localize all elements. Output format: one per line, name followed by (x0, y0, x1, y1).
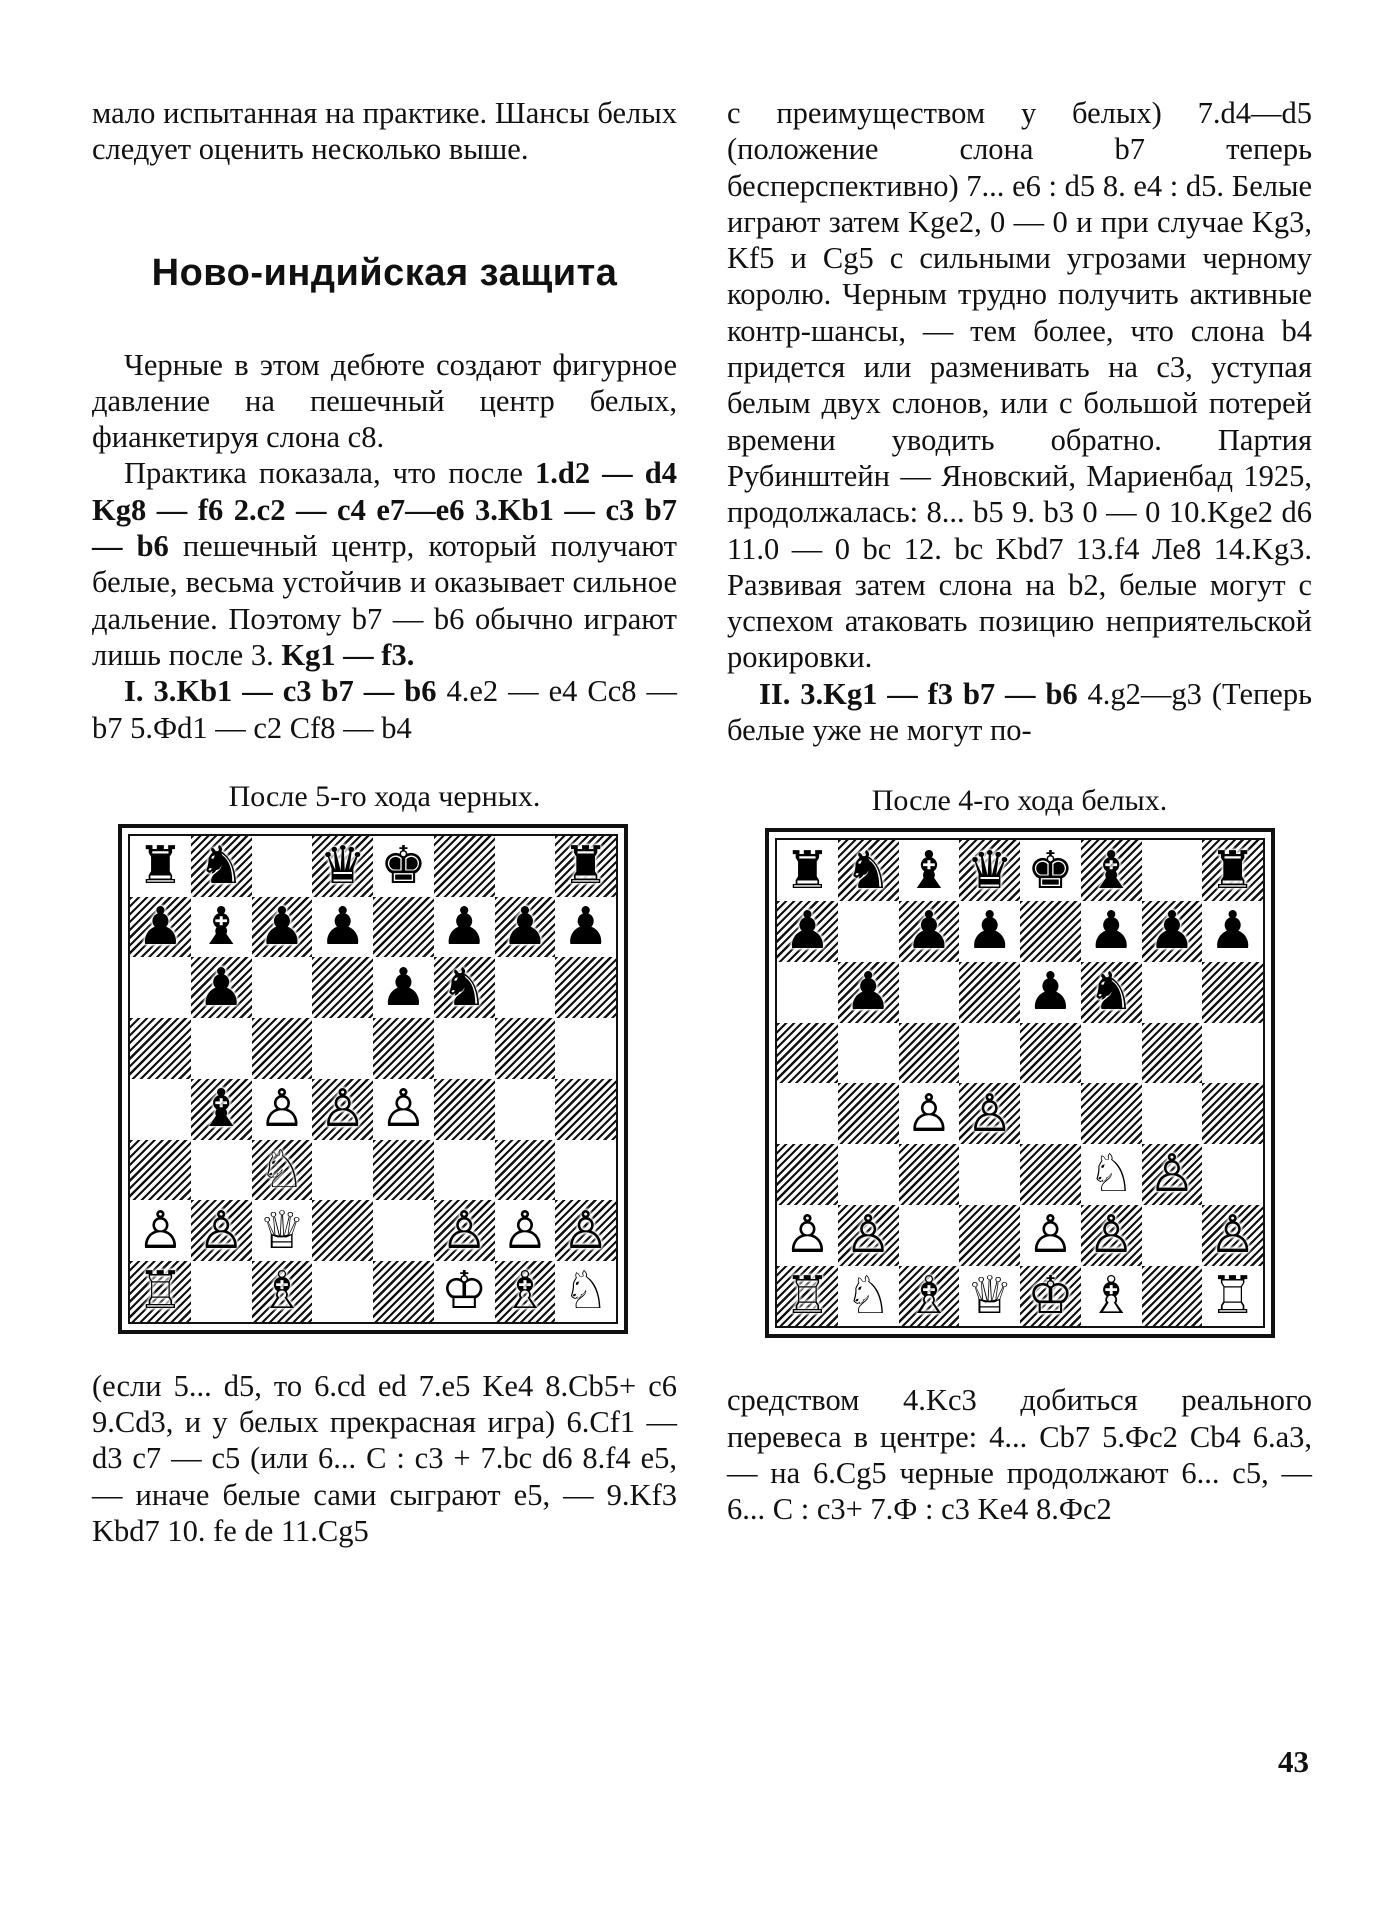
white-pawn-icon: ♙ (258, 1079, 306, 1140)
black-bishop-icon: ♝ (905, 840, 953, 901)
white-knight-icon: ♘ (1087, 1144, 1135, 1205)
board-square (252, 1079, 313, 1140)
board-square (312, 1140, 373, 1201)
black-queen-icon: ♛ (319, 836, 366, 897)
board-square (1202, 1144, 1263, 1205)
board-square (373, 1018, 434, 1079)
board-square (373, 897, 434, 958)
black-pawn-icon: ♟ (1087, 901, 1135, 962)
board-square (959, 962, 1020, 1023)
black-pawn-icon: ♟ (319, 896, 366, 957)
board-square (312, 1261, 373, 1322)
white-pawn-icon: ♙ (844, 1205, 892, 1266)
black-knight-icon: ♞ (1087, 962, 1135, 1023)
board-square (1081, 1023, 1142, 1084)
board-square (434, 957, 495, 1018)
board-square (1142, 1266, 1203, 1327)
board-square (777, 901, 838, 962)
board-square (191, 1261, 252, 1322)
black-king-icon: ♚ (1027, 840, 1074, 901)
board-square (130, 1079, 191, 1140)
board-square (130, 1140, 191, 1201)
board-square (1142, 1083, 1203, 1144)
board-square (959, 1083, 1020, 1144)
white-king-icon: ♔ (440, 1261, 488, 1322)
white-king-icon: ♔ (1027, 1265, 1074, 1326)
board-square (1020, 1205, 1081, 1266)
diagram-caption-2: После 4-го хода белых. (871, 784, 1168, 818)
board-square (252, 836, 313, 897)
white-bishop-icon: ♗ (501, 1261, 549, 1322)
white-pawn-icon: ♙ (562, 1200, 609, 1261)
white-pawn-icon: ♙ (137, 1200, 184, 1261)
white-pawn-icon: ♙ (197, 1200, 245, 1261)
board-square (312, 1200, 373, 1261)
board-square (130, 1200, 191, 1261)
white-pawn-icon: ♙ (440, 1200, 488, 1261)
board-square (1081, 901, 1142, 962)
board-square (555, 1261, 616, 1322)
board-square (191, 957, 252, 1018)
board-square (1020, 901, 1081, 962)
black-pawn-icon: ♟ (440, 896, 488, 957)
board-square (312, 957, 373, 1018)
board-square (191, 1018, 252, 1079)
white-queen-icon: ♕ (966, 1265, 1013, 1326)
left-column (92, 95, 677, 1549)
board-square (838, 1083, 899, 1144)
diagram-caption-1: После 5-го хода черных. (228, 779, 541, 813)
right-paragraph-1: с преимуществом у белых) 7.d4—d5 (положение слона b7 теперь бесперспективно) 7... e6 : d5 8. e4 : d5. Белые играют затем Kge2, 0 — 0 и при случае Kg3, Kf5 и Cg5 с сильными угрозами черному королю. Черным трудно получить активные контр-шансы, — тем более, что слона b4 придется или разменивать на c3, уступая белым двух слонов, или с большой потерей времени уводить обратно. Партия Рубинштейн — Яновский, Мариенбад 1925, продолжалась: 8... b5 9. b3 0 — 0 10.Kge2 d6 11.0 — 0 bc 12. bc Kbd7 13.f4 Ле8 14.Kg3. Развивая затем слона на b2, белые могут с успехом атаковать позицию неприятельской рокировки. (727, 96, 1312, 675)
board-square (434, 1079, 495, 1140)
board-square (373, 836, 434, 897)
board-square (555, 1200, 616, 1261)
board-square (555, 1018, 616, 1079)
board-square (838, 1023, 899, 1084)
board-square (1081, 1083, 1142, 1144)
board-square (777, 1023, 838, 1084)
board-square (1020, 962, 1081, 1023)
board-square (1142, 1023, 1203, 1084)
board-square (312, 1018, 373, 1079)
board-square (1202, 1083, 1263, 1144)
white-pawn-icon: ♙ (1148, 1144, 1196, 1205)
chess-diagram-2 (765, 828, 1275, 1338)
board-square (1142, 962, 1203, 1023)
board-square (434, 1200, 495, 1261)
board-square (959, 840, 1020, 901)
black-knight-icon: ♞ (440, 957, 488, 1018)
board-square (495, 1018, 556, 1079)
page-number: 43 (1278, 1744, 1309, 1779)
white-pawn-icon: ♙ (1027, 1205, 1074, 1266)
black-bishop-icon: ♝ (197, 1079, 245, 1140)
board-square (777, 1205, 838, 1266)
board-square (1202, 840, 1263, 901)
board-square (1142, 1144, 1203, 1205)
board-square (1202, 1205, 1263, 1266)
black-bishop-icon: ♝ (197, 896, 245, 957)
board-square (777, 840, 838, 901)
board-square (838, 962, 899, 1023)
white-knight-icon: ♘ (844, 1265, 892, 1326)
board-square (495, 1140, 556, 1201)
board-square (838, 840, 899, 901)
board-square (495, 1079, 556, 1140)
board-square (373, 1261, 434, 1322)
board-square (777, 962, 838, 1023)
board-square (495, 957, 556, 1018)
board-square (434, 1140, 495, 1201)
black-pawn-icon: ♟ (258, 896, 306, 957)
board-square (191, 1200, 252, 1261)
white-pawn-icon: ♙ (905, 1083, 953, 1144)
white-pawn-icon: ♙ (966, 1083, 1013, 1144)
chess-diagram-1 (118, 824, 628, 1334)
black-pawn-icon: ♟ (197, 957, 245, 1018)
board-square (434, 897, 495, 958)
black-king-icon: ♚ (380, 836, 427, 897)
black-queen-icon: ♛ (966, 840, 1013, 901)
board-square (555, 897, 616, 958)
board-square (252, 1140, 313, 1201)
board-square (130, 1018, 191, 1079)
board-square (1202, 1023, 1263, 1084)
board-square (373, 1140, 434, 1201)
board-square (555, 1079, 616, 1140)
board-square (495, 1261, 556, 1322)
white-pawn-icon: ♙ (319, 1079, 366, 1140)
section-heading: Ново-индийская защита (151, 251, 618, 294)
board-square (1020, 1083, 1081, 1144)
board-square (1081, 1266, 1142, 1327)
board-square (373, 957, 434, 1018)
board-square (899, 1266, 960, 1327)
white-rook-icon: ♖ (1209, 1265, 1256, 1326)
black-pawn-icon: ♟ (380, 957, 427, 1018)
black-pawn-icon: ♟ (784, 901, 831, 962)
board-square (130, 897, 191, 958)
white-rook-icon: ♖ (137, 1261, 184, 1322)
board-square (959, 901, 1020, 962)
board-square (777, 1083, 838, 1144)
black-pawn-icon: ♟ (1209, 901, 1256, 962)
board-square (495, 897, 556, 958)
board-square (959, 1266, 1020, 1327)
board-square (191, 1140, 252, 1201)
black-pawn-icon: ♟ (905, 901, 953, 962)
board-square (1142, 840, 1203, 901)
board-square (373, 1079, 434, 1140)
board-square (434, 836, 495, 897)
board-square (899, 840, 960, 901)
board-square (252, 1261, 313, 1322)
board-square (1142, 1205, 1203, 1266)
black-pawn-icon: ♟ (844, 962, 892, 1023)
white-pawn-icon: ♙ (784, 1205, 831, 1266)
black-pawn-icon: ♟ (1148, 901, 1196, 962)
white-bishop-icon: ♗ (1087, 1265, 1135, 1326)
board-square (899, 962, 960, 1023)
board-square (252, 957, 313, 1018)
board-square (252, 897, 313, 958)
board-square (434, 1261, 495, 1322)
board-square (312, 836, 373, 897)
intro-paragraph: мало испытанная на практике. Шансы белых следует оценить несколько выше. (92, 96, 677, 167)
board-square (555, 1140, 616, 1201)
black-rook-icon: ♜ (784, 840, 831, 901)
white-pawn-icon: ♙ (1087, 1205, 1135, 1266)
paragraph-after-diagram-1: (если 5... d5, то 6.cd ed 7.e5 Ke4 8.Cb5+ c6 9.Cd3, и у белых прекрасная игра) 6.Cf1 — d3 c7 — c5 (или 6... C : c3 + 7.bc d6 8.f4 e5, — иначе белые сами сыграют e5, — 9.Kf3 Kbd7 10. fe de 11.Cg5 (92, 1368, 677, 1549)
black-pawn-icon: ♟ (562, 896, 609, 957)
board-square (959, 1144, 1020, 1205)
board-square (1020, 1144, 1081, 1205)
white-knight-icon: ♘ (258, 1139, 306, 1200)
board-square (312, 897, 373, 958)
black-pawn-icon: ♟ (966, 901, 1013, 962)
board-square (1020, 1266, 1081, 1327)
black-pawn-icon: ♟ (501, 896, 549, 957)
black-pawn-icon: ♟ (137, 896, 184, 957)
board-square (899, 1083, 960, 1144)
paragraph-1: Черные в этом дебюте создают фигурное давление на пешечный центр белых, фианкетируя слона с8. (92, 347, 677, 455)
board-square (1081, 1144, 1142, 1205)
board-square (191, 836, 252, 897)
board-square (959, 1205, 1020, 1266)
board-square (252, 1200, 313, 1261)
board-square (1202, 1266, 1263, 1327)
white-bishop-icon: ♗ (905, 1265, 953, 1326)
paragraph-after-diagram-2: средством 4.Kc3 добиться реального перевеса в центре: 4... Cb7 5.Фc2 Cb4 6.a3, — на 6.Cg5 черные продолжают 6... c5, — 6... C : c3+ 7.Ф : c3 Ke4 8.Фc2 (727, 1383, 1312, 1527)
board-square (1142, 901, 1203, 962)
paragraph-2: Практика показала, что после 1.d2 — d4 Kg8 — f6 2.c2 — c4 e7—e6 3.Kb1 — c3 b7 — b6 пешечный центр, который получают белые, весьма устойчив и оказывает сильное дальение. Поэтому b7 — b6 обычно играют лишь после 3. Kg1 — f3. (92, 456, 677, 672)
black-knight-icon: ♞ (197, 836, 245, 897)
board-square (191, 1079, 252, 1140)
board-square (777, 1266, 838, 1327)
board-square (1081, 962, 1142, 1023)
black-rook-icon: ♜ (562, 836, 609, 897)
board-square (495, 836, 556, 897)
board-square (555, 957, 616, 1018)
white-bishop-icon: ♗ (258, 1261, 306, 1322)
black-rook-icon: ♜ (137, 836, 184, 897)
white-rook-icon: ♖ (784, 1265, 831, 1326)
board-square (899, 1205, 960, 1266)
black-pawn-icon: ♟ (1027, 962, 1074, 1023)
board-square (959, 1023, 1020, 1084)
board-square (130, 836, 191, 897)
white-pawn-icon: ♙ (501, 1200, 549, 1261)
right-column (727, 95, 1312, 1528)
white-pawn-icon: ♙ (380, 1079, 427, 1140)
board-square (130, 957, 191, 1018)
board-square (1081, 840, 1142, 901)
paragraph-3: I. 3.Kb1 — c3 b7 — b6 4.e2 — e4 Cc8 — b7 5.Фd1 — c2 Cf8 — b4 (92, 674, 677, 745)
board-square (373, 1200, 434, 1261)
board-square (130, 1261, 191, 1322)
board-square (191, 897, 252, 958)
board-square (312, 1079, 373, 1140)
board-square (838, 1266, 899, 1327)
board-square (838, 901, 899, 962)
white-knight-icon: ♘ (562, 1261, 609, 1322)
board-square (252, 1018, 313, 1079)
board-square (1020, 840, 1081, 901)
board-square (1202, 962, 1263, 1023)
board-square (495, 1200, 556, 1261)
board-square (838, 1205, 899, 1266)
right-paragraph-2: II. 3.Kg1 — f3 b7 — b6 4.g2—g3 (Теперь белые уже не могут по- (727, 676, 1312, 748)
board-square (1020, 1023, 1081, 1084)
black-knight-icon: ♞ (844, 840, 892, 901)
board-square (555, 836, 616, 897)
board-square (899, 901, 960, 962)
board-square (434, 1018, 495, 1079)
board-square (899, 1144, 960, 1205)
white-pawn-icon: ♙ (1209, 1205, 1256, 1266)
board-square (899, 1023, 960, 1084)
board-square (777, 1144, 838, 1205)
black-bishop-icon: ♝ (1087, 840, 1135, 901)
board-square (838, 1144, 899, 1205)
board-square (1081, 1205, 1142, 1266)
board-square (1202, 901, 1263, 962)
black-rook-icon: ♜ (1209, 840, 1256, 901)
white-queen-icon: ♕ (258, 1200, 306, 1261)
